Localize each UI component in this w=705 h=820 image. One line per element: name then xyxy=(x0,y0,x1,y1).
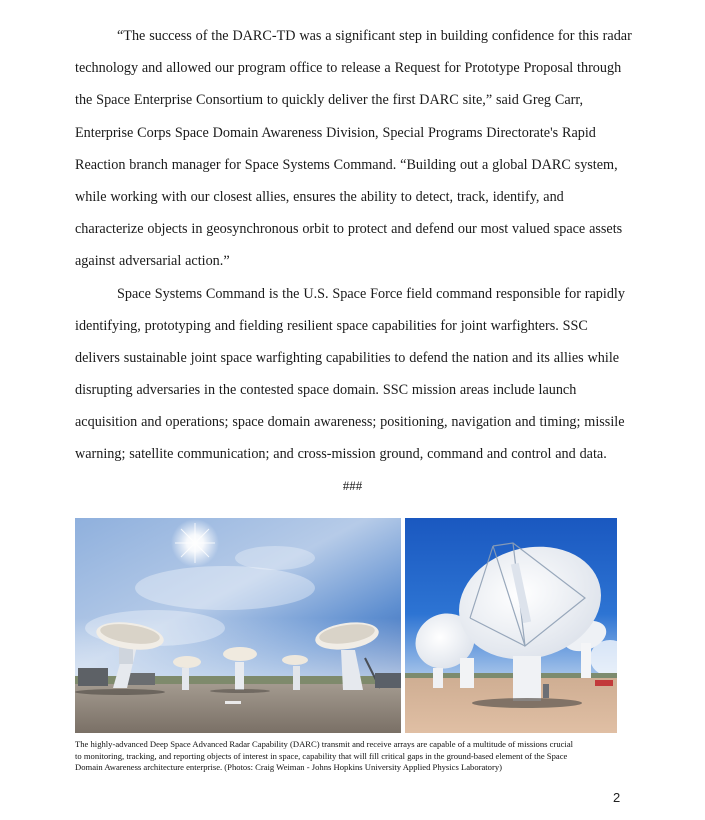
text-line: against adversarial action.” xyxy=(75,253,230,270)
paragraph-ssc-description xyxy=(75,278,635,471)
text-line: delivers sustainable joint space warfighting capabilities to defend the nation and its allies while xyxy=(75,349,620,366)
text-line: the Space Enterprise Consortium to quickly deliver the first DARC site,” said Greg Carr, xyxy=(75,92,584,109)
paragraph-darc-quote xyxy=(75,20,635,278)
text-line: warning; satellite communication; and cross-mission ground, command and control and data. xyxy=(75,446,607,463)
caption-line: Domain Awareness architecture enterprise. (Photos: Craig Weiman - Johns Hopkins University Applied Physics Laboratory) xyxy=(75,762,503,772)
photo-caption xyxy=(75,739,635,774)
text-line: Space Systems Command is the U.S. Space Force field command responsible for rapidly xyxy=(117,285,625,302)
caption-line: The highly-advanced Deep Space Advanced Radar Capability (DARC) transmit and receive arrays are capable of a multitude of missions crucial xyxy=(75,739,574,749)
text-line: identifying, prototyping and fielding resilient space capabilities for joint warfighters. SSC xyxy=(75,317,588,334)
text-line: technology and allowed our program office to release a Request for Prototype Proposal through xyxy=(75,60,622,77)
radar-array-image xyxy=(75,518,401,733)
caption-line: to monitoring, tracking, and reporting objects of interest in space, capability that will fill critical gaps in the ground-based element of the Space xyxy=(75,750,568,761)
body-text xyxy=(75,20,635,471)
text-line: “The success of the DARC-TD was a significant step in building confidence for this radar xyxy=(117,28,632,44)
darc-dish-closeup-photo xyxy=(405,518,617,733)
text-line: acquisition and operations; space domain awareness; positioning, navigation and timing; missile xyxy=(75,414,625,431)
page-number: 2 xyxy=(613,790,621,805)
radar-dish-image xyxy=(405,518,617,733)
darc-array-wide-photo xyxy=(75,518,401,733)
end-of-release-mark: ### xyxy=(342,478,363,493)
text-line: disrupting adversaries in the contested space domain. SSC mission areas include launch xyxy=(75,382,577,399)
text-line: Reaction branch manager for Space Systems Command. “Building out a global DARC system, xyxy=(75,156,618,173)
text-line: while working with our closest allies, ensures the ability to detect, track, identify, and xyxy=(75,188,564,205)
text-line: Enterprise Corps Space Domain Awareness Division, Special Programs Directorate's Rapid xyxy=(75,124,596,141)
photo-strip xyxy=(75,518,617,733)
text-line: characterize objects in geosynchronous orbit to protect and defend our most valued space assets xyxy=(75,221,623,238)
